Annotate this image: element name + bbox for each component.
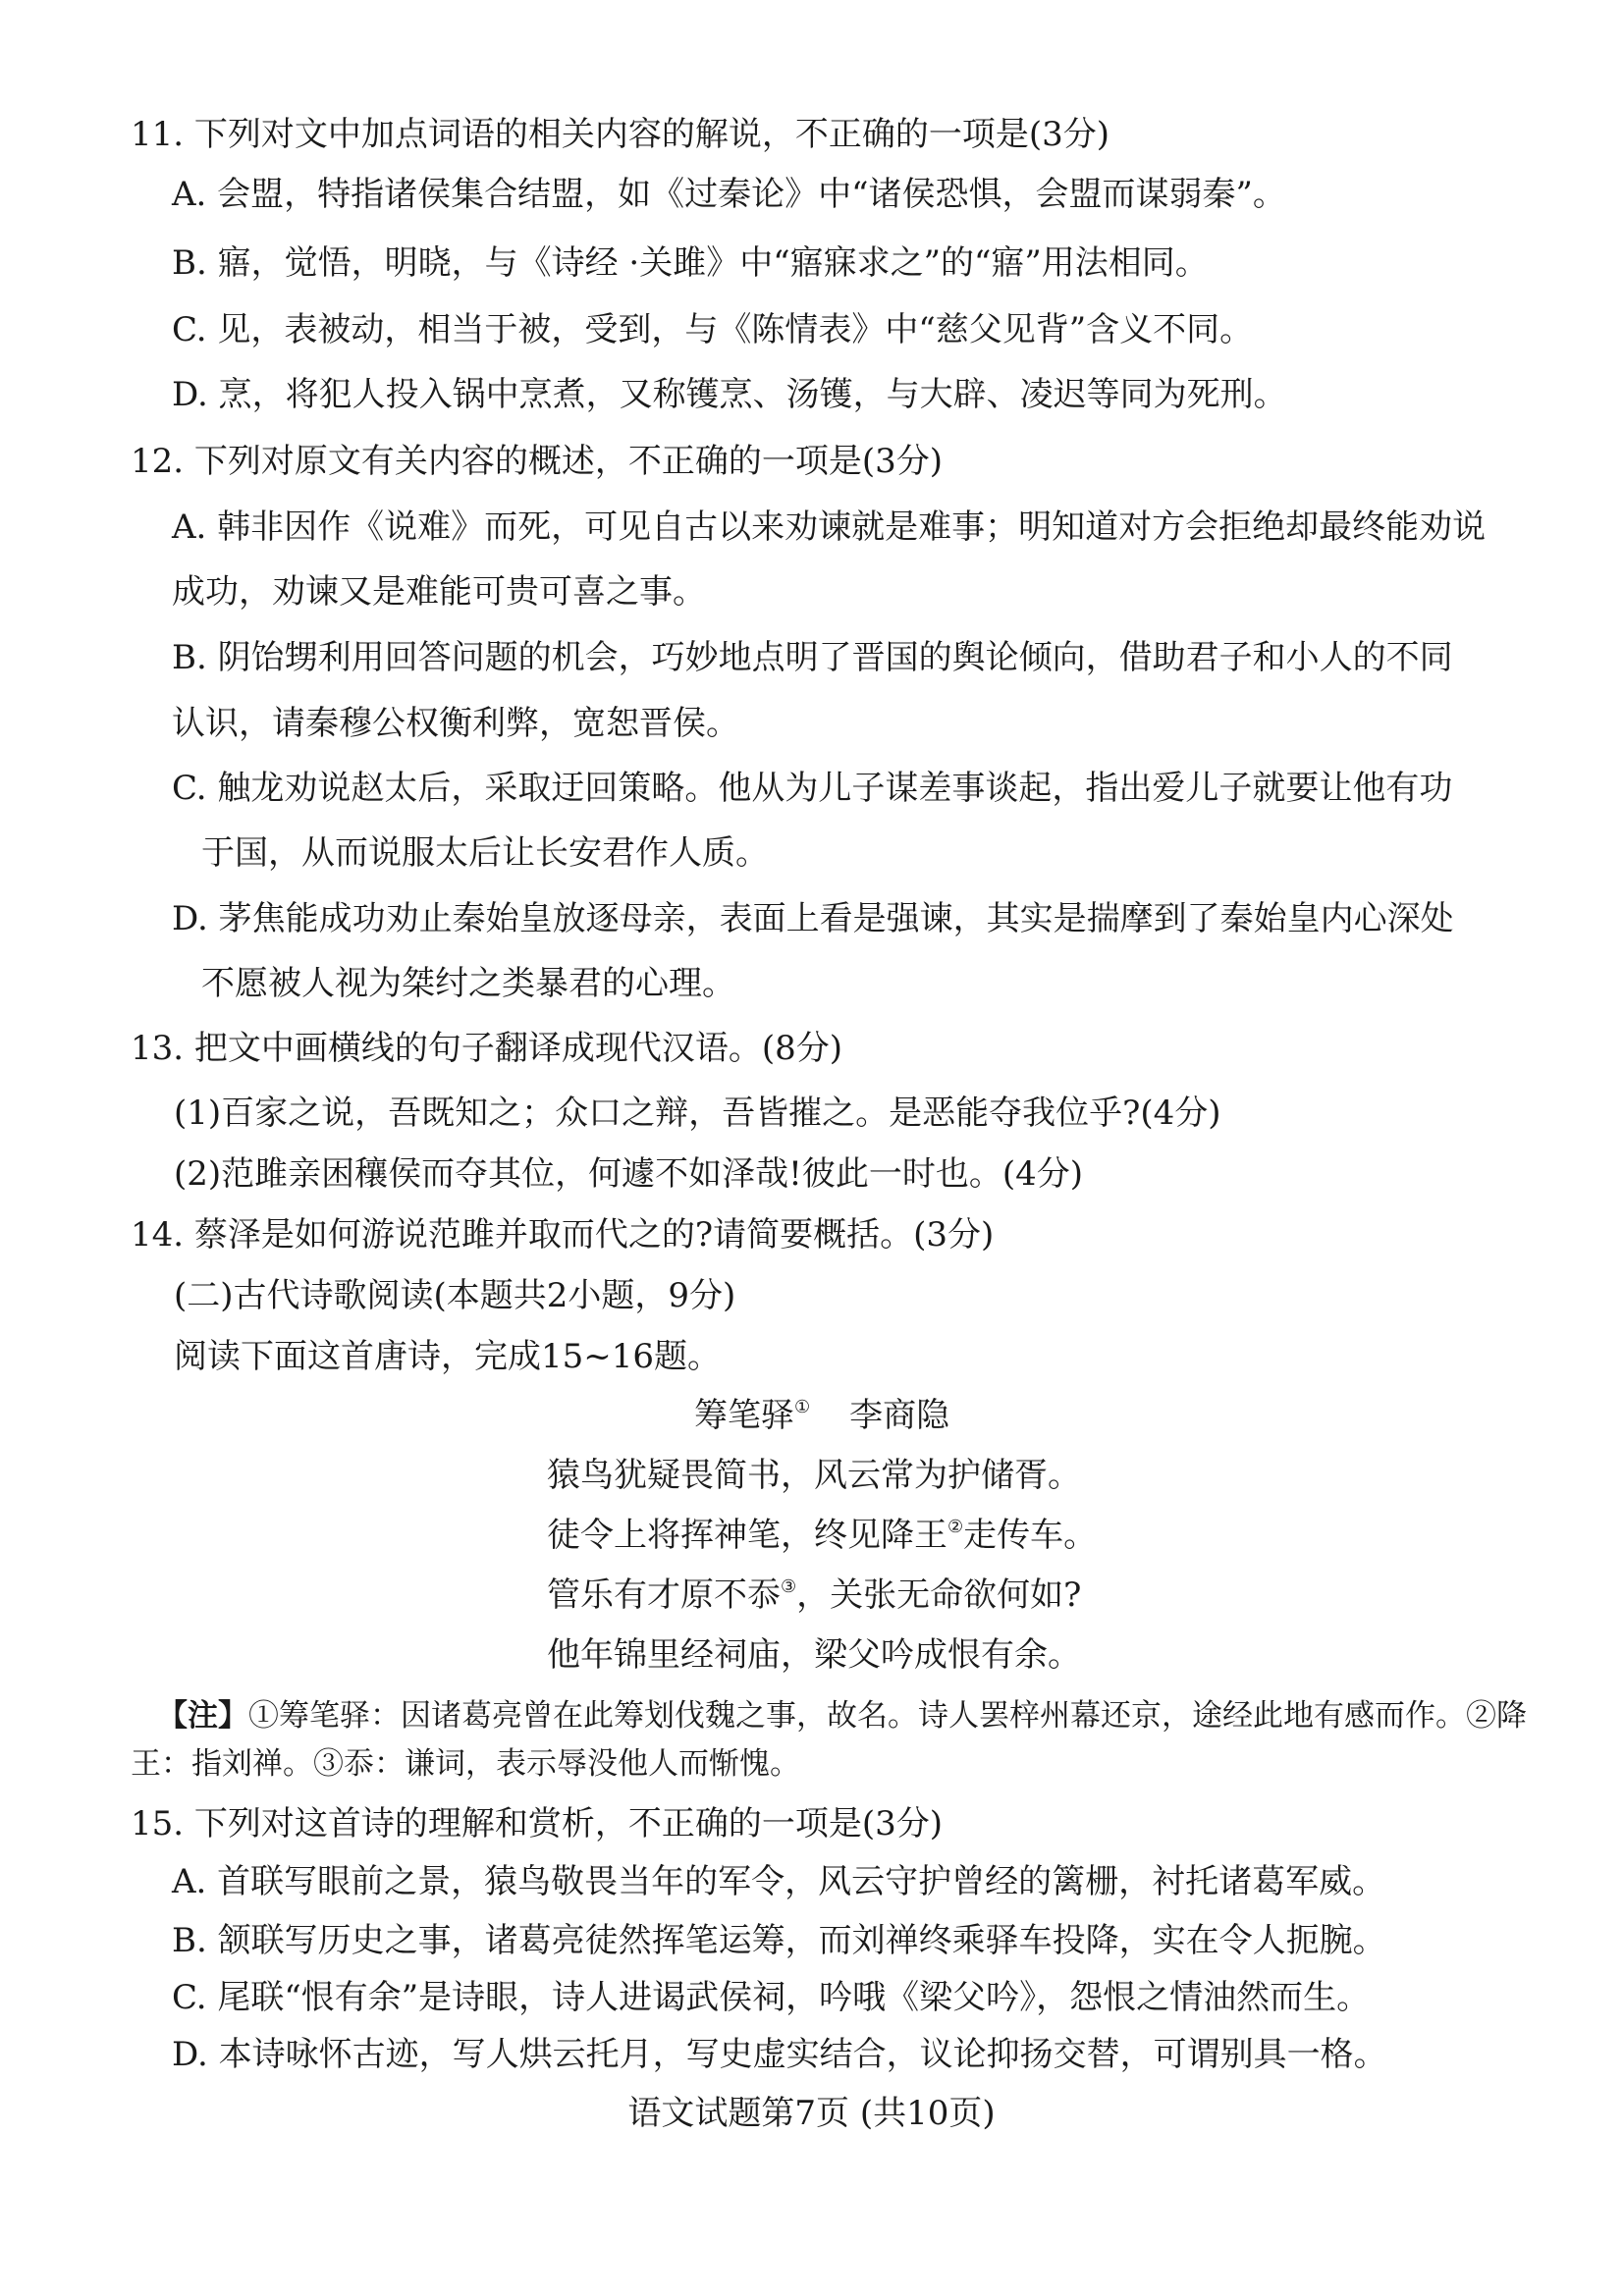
q12-option-c-line1: C. 触龙劝说赵太后，采取迂回策略。他从为儿子谋差事谈起，指出爱儿子就要让他有功 bbox=[172, 769, 1453, 808]
note-line-1 bbox=[157, 1697, 1527, 1735]
q12-option-d-line1: D. 茅焦能成功劝止秦始皇放逐母亲，表面上看是强谏，其实是揣摩到了秦始皇内心深处 bbox=[172, 899, 1454, 938]
q11-option-b: B. 寤，觉悟，明晓，与《诗经 ·关雎》中“寤寐求之”的“寤”用法相同。 bbox=[172, 243, 1209, 283]
poem-line-2-part-a: 徒令上将挥神笔，终见降王 bbox=[547, 1516, 947, 1555]
q12-stem: 12. 下列对原文有关内容的概述，不正确的一项是(3分) bbox=[131, 442, 944, 481]
poem-line-3-note-mark: ③ bbox=[781, 1576, 797, 1597]
poem-line-2 bbox=[547, 1516, 1097, 1555]
section-instruction: 阅读下面这首唐诗，完成15~16题。 bbox=[174, 1337, 722, 1376]
section-title: (二)古代诗歌阅读(本题共2小题，9分) bbox=[174, 1276, 736, 1315]
poem-line-2-note-mark: ② bbox=[947, 1517, 964, 1537]
q14-stem: 14. 蔡泽是如何游说范雎并取而代之的?请简要概括。(3分) bbox=[131, 1215, 995, 1255]
poem-line-2-part-b: 走传车。 bbox=[963, 1516, 1098, 1555]
q11-option-a: A. 会盟，特指诸侯集合结盟，如《过秦论》中“诸侯恐惧，会盟而谋弱秦”。 bbox=[172, 175, 1286, 214]
q12-option-c-line2: 于国，从而说服太后让长安君作人质。 bbox=[201, 833, 769, 873]
poem-line-1: 猿鸟犹疑畏简书，风云常为护储胥。 bbox=[547, 1456, 1081, 1495]
poem-title: 筹笔驿 bbox=[694, 1396, 794, 1435]
q13-item-1: (1)百家之说，吾既知之；众口之辩，吾皆摧之。是恶能夺我位乎?(4分) bbox=[174, 1094, 1221, 1133]
q12-option-b-line1: B. 阴饴甥利用回答问题的机会，巧妙地点明了晋国的舆论倾向，借助君子和小人的不同 bbox=[172, 638, 1453, 677]
q12-option-a-line1: A. 韩非因作《说难》而死，可见自古以来劝谏就是难事；明知道对方会拒绝却最终能劝说 bbox=[172, 507, 1487, 547]
q13-stem: 13. 把文中画横线的句子翻译成现代汉语。(8分) bbox=[131, 1029, 843, 1068]
q12-option-d-line2: 不愿被人视为桀纣之类暴君的心理。 bbox=[201, 964, 735, 1003]
q15-option-c: C. 尾联“恨有余”是诗眼，诗人进谒武侯祠，吟哦《梁父吟》，怨恨之情油然而生。 bbox=[172, 1978, 1371, 2017]
q15-option-d: D. 本诗咏怀古迹，写人烘云托月，写史虚实结合，议论抑扬交替，可谓别具一格。 bbox=[172, 2035, 1387, 2074]
poem-title-line bbox=[694, 1396, 949, 1435]
q11-stem: 11. 下列对文中加点词语的相关内容的解说，不正确的一项是(3分) bbox=[131, 115, 1110, 154]
q15-stem: 15. 下列对这首诗的理解和赏析，不正确的一项是(3分) bbox=[131, 1804, 944, 1843]
q12-option-a-line2: 成功，劝谏又是难能可贵可喜之事。 bbox=[172, 572, 706, 612]
q11-option-d: D. 烹，将犯人投入锅中烹煮，又称镬烹、汤镬，与大辟、凌迟等同为死刑。 bbox=[172, 375, 1287, 414]
q15-option-a: A. 首联写眼前之景，猿鸟敬畏当年的军令，风云守护曾经的篱栅，衬托诸葛军威。 bbox=[172, 1862, 1386, 1901]
poem-author: 李商隐 bbox=[849, 1396, 950, 1435]
poem-line-3-part-b: ，关张无命欲何如? bbox=[796, 1575, 1082, 1615]
q11-option-c: C. 见，表被动，相当于被，受到，与《陈情表》中“慈父见背”含义不同。 bbox=[172, 310, 1254, 349]
q15-option-b: B. 颔联写历史之事，诸葛亮徒然挥笔运筹，而刘禅终乘驿车投降，实在令人扼腕。 bbox=[172, 1921, 1386, 1960]
poem-line-3 bbox=[547, 1575, 1081, 1615]
page-footer: 语文试题第7页 (共10页) bbox=[627, 2094, 996, 2133]
note-label: 【注】 bbox=[157, 1698, 248, 1734]
note-text-1: ①筹笔驿：因诸葛亮曾在此筹划伐魏之事，故名。诗人罢梓州幕还京，途经此地有感而作。②降 bbox=[248, 1698, 1527, 1734]
q12-option-b-line2: 认识，请秦穆公权衡利弊，宽恕晋侯。 bbox=[172, 704, 739, 743]
note-line-2: 王：指刘禅。③忝：谦词，表示辱没他人而惭愧。 bbox=[131, 1746, 800, 1782]
q13-item-2: (2)范雎亲困穰侯而夺其位，何遽不如泽哉!彼此一时也。(4分) bbox=[174, 1154, 1083, 1194]
poem-line-3-part-a: 管乐有才原不忝 bbox=[547, 1575, 781, 1615]
poem-title-note-mark: ① bbox=[794, 1397, 811, 1417]
poem-line-4: 他年锦里经祠庙，梁父吟成恨有余。 bbox=[547, 1635, 1081, 1675]
